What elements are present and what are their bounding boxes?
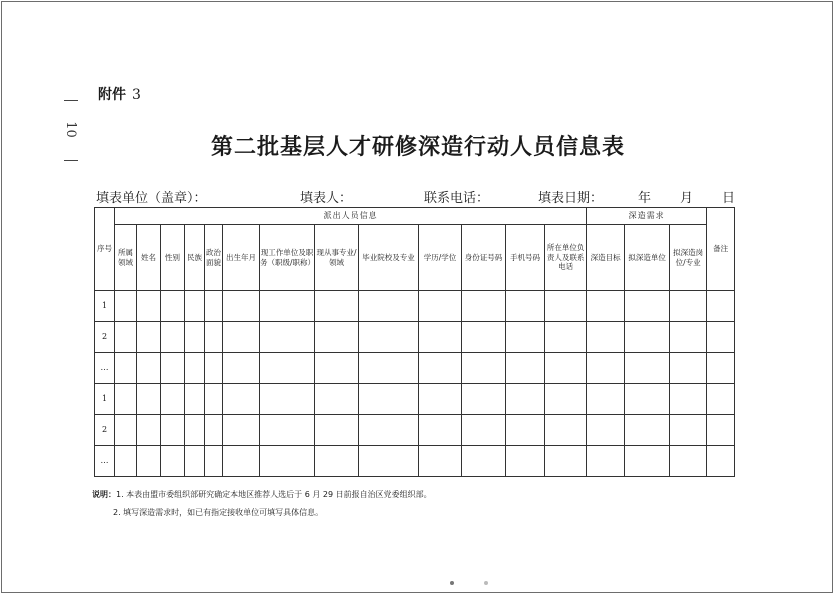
table-cell <box>315 322 359 353</box>
table-cell <box>161 446 185 477</box>
col-education-degree: 学历/学位 <box>419 225 462 291</box>
col-name: 姓名 <box>137 225 161 291</box>
table-cell <box>545 322 587 353</box>
table-cell <box>137 415 161 446</box>
table-cell <box>625 322 670 353</box>
table-cell <box>223 415 260 446</box>
table-cell <box>260 446 315 477</box>
table-cell <box>545 353 587 384</box>
table-cell <box>161 291 185 322</box>
table-cell <box>115 322 137 353</box>
table-cell <box>315 446 359 477</box>
table-cell <box>462 384 506 415</box>
table-cell <box>462 446 506 477</box>
page-number-text: 10 <box>62 121 78 138</box>
table-cell <box>161 384 185 415</box>
table-cell <box>587 353 625 384</box>
table-cell <box>137 384 161 415</box>
table-cell <box>707 322 735 353</box>
table-cell <box>205 446 223 477</box>
table-cell <box>707 291 735 322</box>
table-cell <box>315 291 359 322</box>
table-cell <box>315 415 359 446</box>
fill-phone: 联系电话： <box>424 191 490 206</box>
table-cell <box>587 322 625 353</box>
table-cell <box>161 353 185 384</box>
attachment-number: 3 <box>132 87 141 103</box>
col-field: 所属领域 <box>115 225 137 291</box>
table-cell <box>587 291 625 322</box>
table-cell <box>506 353 545 384</box>
table-cell <box>359 415 419 446</box>
note-line-1 <box>92 489 432 500</box>
fill-year: 年 <box>638 191 652 206</box>
row-seq: 2 <box>95 415 115 446</box>
group-need-header: 深造需求 <box>587 208 707 225</box>
table-cell <box>359 353 419 384</box>
table-cell <box>419 291 462 322</box>
table-cell <box>419 415 462 446</box>
table-row <box>95 353 735 384</box>
seq-header: 序号 <box>95 208 115 291</box>
scan-mark <box>484 581 488 585</box>
table-cell <box>587 384 625 415</box>
table-cell <box>587 446 625 477</box>
table-row <box>95 384 735 415</box>
table-cell <box>137 446 161 477</box>
table-cell <box>205 353 223 384</box>
table-cell <box>115 384 137 415</box>
table-cell <box>185 353 205 384</box>
col-target-unit: 拟深造单位 <box>625 225 670 291</box>
table-cell <box>223 384 260 415</box>
table-cell <box>506 291 545 322</box>
note-line-2: 2. 填写深造需求时，如已有指定接收单位可填写具体信息。 <box>113 508 324 517</box>
note-prefix: 说明： <box>92 490 116 499</box>
table-cell <box>670 353 707 384</box>
table-cell <box>260 322 315 353</box>
table-cell <box>115 415 137 446</box>
row-seq: 1 <box>95 384 115 415</box>
fill-unit: 填表单位（盖章）： <box>96 191 207 206</box>
table-cell <box>625 446 670 477</box>
table-cell <box>359 322 419 353</box>
table-cell <box>506 384 545 415</box>
col-political-status: 政治面貌 <box>205 225 223 291</box>
table-cell <box>670 446 707 477</box>
table-cell <box>419 322 462 353</box>
table-cell <box>223 446 260 477</box>
table-cell <box>670 415 707 446</box>
row-seq: … <box>95 353 115 384</box>
row-seq: 2 <box>95 322 115 353</box>
table-cell <box>462 353 506 384</box>
table-row <box>95 322 735 353</box>
table-cell <box>359 446 419 477</box>
table-cell <box>506 446 545 477</box>
table-cell <box>545 291 587 322</box>
table-cell <box>419 353 462 384</box>
table-cell <box>137 322 161 353</box>
table-cell <box>545 384 587 415</box>
table-cell <box>137 353 161 384</box>
table-cell <box>223 291 260 322</box>
table-cell <box>625 415 670 446</box>
attachment-text: 附件 <box>98 87 126 103</box>
table-row <box>95 446 735 477</box>
table-cell <box>185 322 205 353</box>
col-graduate-school: 毕业院校及专业 <box>359 225 419 291</box>
table-cell <box>161 322 185 353</box>
scan-mark <box>450 581 454 585</box>
table-cell <box>670 322 707 353</box>
col-gender: 性别 <box>161 225 185 291</box>
table-cell <box>115 446 137 477</box>
col-unit-leader-contact: 所在单位负责人及联系电话 <box>545 225 587 291</box>
table-cell <box>315 353 359 384</box>
table-cell <box>625 384 670 415</box>
table-cell <box>137 291 161 322</box>
table-row <box>95 415 735 446</box>
table-cell <box>205 322 223 353</box>
table-cell <box>707 415 735 446</box>
table-cell <box>545 446 587 477</box>
table-cell <box>260 384 315 415</box>
table-cell <box>707 384 735 415</box>
table-cell <box>185 446 205 477</box>
table-cell <box>462 322 506 353</box>
table-cell <box>419 446 462 477</box>
attachment-label <box>98 84 141 104</box>
table-cell <box>205 415 223 446</box>
table-cell <box>223 322 260 353</box>
fill-month: 月 <box>680 191 694 206</box>
table-cell <box>359 291 419 322</box>
row-seq: 1 <box>95 291 115 322</box>
table-cell <box>506 415 545 446</box>
table-cell <box>625 353 670 384</box>
table-cell <box>625 291 670 322</box>
group-sent-header: 派出人员信息 <box>115 208 587 225</box>
remark-header: 备注 <box>707 208 735 291</box>
table-cell <box>506 322 545 353</box>
table-cell <box>462 291 506 322</box>
table-cell <box>707 446 735 477</box>
table-cell <box>315 384 359 415</box>
table-cell <box>670 291 707 322</box>
table-row <box>95 291 735 322</box>
page-number-dash-top <box>64 100 78 101</box>
table-cell <box>707 353 735 384</box>
fill-filler: 填表人： <box>300 191 353 206</box>
table-cell <box>223 353 260 384</box>
fill-date-label: 填表日期： <box>538 191 604 206</box>
row-seq: … <box>95 446 115 477</box>
table-group-header-row <box>95 208 735 225</box>
document-title: 第二批基层人才研修深造行动人员信息表 <box>210 135 625 160</box>
col-ethnicity: 民族 <box>185 225 205 291</box>
table-cell <box>205 291 223 322</box>
col-current-unit-position: 现工作单位及职务（职级/职称） <box>260 225 315 291</box>
table-cell <box>670 384 707 415</box>
table-cell <box>161 415 185 446</box>
table-cell <box>205 384 223 415</box>
table-cell <box>115 291 137 322</box>
info-table <box>94 207 735 477</box>
col-target-position: 拟深造岗位/专业 <box>670 225 707 291</box>
table-cell <box>115 353 137 384</box>
col-current-specialty: 现从事专业/领域 <box>315 225 359 291</box>
col-mobile: 手机号码 <box>506 225 545 291</box>
table-column-header-row <box>95 225 735 291</box>
table-cell <box>185 415 205 446</box>
col-study-goal: 深造目标 <box>587 225 625 291</box>
col-birth-date: 出生年月 <box>223 225 260 291</box>
table-cell <box>260 291 315 322</box>
table-cell <box>587 415 625 446</box>
table-cell <box>185 384 205 415</box>
table-cell <box>185 291 205 322</box>
table-cell <box>462 415 506 446</box>
table-cell <box>260 353 315 384</box>
table-cell <box>545 415 587 446</box>
col-id-number: 身份证号码 <box>462 225 506 291</box>
table-cell <box>419 384 462 415</box>
table-cell <box>260 415 315 446</box>
table-cell <box>359 384 419 415</box>
note-text-1: 1. 本表由盟市委组织部研究确定本地区推荐人选后于 6 月 29 日前报自治区党委组织部。 <box>116 490 432 499</box>
table-body <box>95 291 735 477</box>
fill-day: 日 <box>722 191 736 206</box>
